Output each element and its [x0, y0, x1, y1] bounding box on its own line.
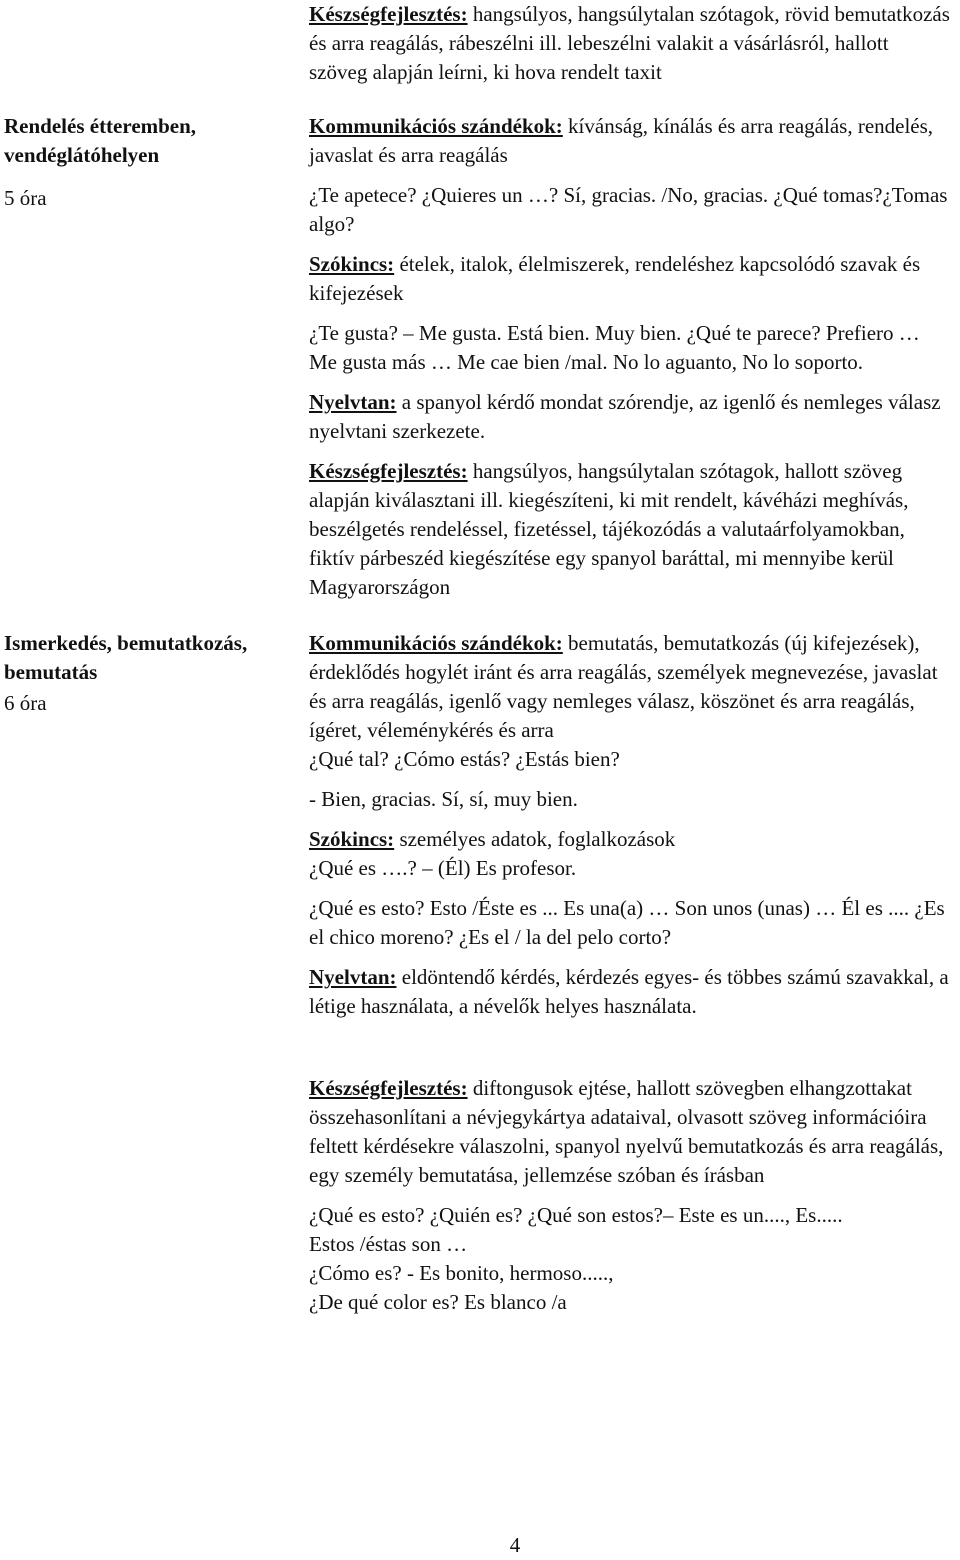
topic-cell: [0, 629, 309, 1317]
example-phrases: ¿Qué es esto? Esto /Éste es ... Es una(a) … Son unos (unas) … Él es .... ¿Es el chico moreno? ¿Es el / la del pelo corto?: [309, 896, 945, 949]
example-phrases: ¿Te gusta? – Me gusta. Está bien. Muy bien. ¿Qué te parece? Prefiero … Me gusta más … Me cae bien /mal. No lo aguanto, No lo soporto.: [309, 321, 920, 374]
content-cell: [309, 629, 960, 1317]
page-number: 4: [509, 1533, 521, 1557]
section-heading: Kommunikációs szándékok:: [309, 114, 563, 138]
skill-development-paragraph: [309, 1074, 952, 1190]
example-phrases: Estos /éstas son …: [309, 1232, 468, 1256]
section-text: személyes adatok, foglalkozások: [394, 827, 676, 851]
topic-title: Rendelés étteremben, vendéglátóhelyen: [4, 114, 197, 167]
topic-cell: [0, 0, 309, 87]
section-text: hangsúlyos, hangsúlytalan szótagok, rövid bemutatkozás és arra reagálás, rábeszélni ill. lebeszélni valakit a vásárlásról, hallott szöveg alapján leírni, ki hova rendelt taxit: [309, 2, 950, 84]
grammar-paragraph: [309, 963, 952, 1021]
table-row: [0, 0, 960, 87]
example-phrases: ¿De qué color es? Es blanco /a: [309, 1290, 567, 1314]
content-cell: [309, 112, 960, 602]
example-phrases: ¿Te apetece? ¿Quieres un …? Sí, gracias. /No, gracias. ¿Qué tomas?¿Tomas algo?: [309, 183, 948, 236]
section-text: eldöntendő kérdés, kérdezés egyes- és többes számú szavakkal, a létige használata, a névelők helyes használata.: [309, 965, 949, 1018]
section-heading: Szókincs:: [309, 252, 395, 276]
communication-paragraph: [309, 112, 952, 170]
hours-label: 6 óra: [4, 691, 47, 715]
section-text: diftongusok ejtése, hallott szövegben elhangzottakat összehasonlítani a névjegykártya adataival, olvasott szöveg információira feltett kérdésekre válaszolni, spanyol nyelvű bemutatkozás és arra reagálás, egy személy bemutatása, jellemzése szóban és írásban: [309, 1076, 944, 1187]
table-row: [0, 629, 960, 1317]
section-text: kívánság, kínálás és arra reagálás, rendelés, javaslat és arra reagálás: [309, 114, 934, 167]
section-heading: Készségfejlesztés:: [309, 1076, 468, 1100]
section-text: a spanyol kérdő mondat szórendje, az igenlő és nemleges válasz nyelvtani szerkezete.: [309, 390, 941, 443]
content-cell: [309, 0, 960, 87]
example-phrases: ¿Qué es ….? – (Él) Es profesor.: [309, 856, 577, 880]
section-heading: Készségfejlesztés:: [309, 459, 468, 483]
section-heading: Nyelvtan:: [309, 390, 397, 414]
section-heading: Szókincs:: [309, 827, 395, 851]
communication-paragraph: [309, 629, 952, 745]
section-text: bemutatás, bemutatkozás (új kifejezések), érdeklődés hogylét iránt és arra reagálás, személyek megnevezése, javaslat és arra reagálás, igenlő vagy nemleges válasz, köszönet és arra reagálás, ígéret, véleménykérés és arra: [309, 631, 938, 742]
section-heading: Nyelvtan:: [309, 965, 397, 989]
vocabulary-paragraph: [309, 250, 952, 308]
hours-label: 5 óra: [4, 186, 47, 210]
section-heading: Kommunikációs szándékok:: [309, 631, 563, 655]
section-text: ételek, italok, élelmiszerek, rendeléshez kapcsolódó szavak és kifejezések: [309, 252, 921, 305]
skill-development-paragraph: [309, 457, 952, 602]
topic-title: Ismerkedés, bemutatkozás, bemutatás: [4, 631, 248, 684]
table-row: [0, 112, 960, 602]
section-text: hangsúlyos, hangsúlytalan szótagok, hallott szöveg alapján kiválasztani ill. kiegészíteni, ki mit rendelt, kávéházi meghívás, beszélgetés rendeléssel, fizetéssel, tájékozódás a valutaárfolyamokban, fiktív párbeszéd kiegészítése egy spanyol baráttal, mi mennyibe kerül Magyarországon: [309, 459, 909, 599]
section-heading: Készségfejlesztés:: [309, 2, 468, 26]
vocabulary-paragraph: [309, 825, 952, 854]
topic-cell: [0, 112, 309, 602]
example-phrases: ¿Cómo es? - Es bonito, hermoso.....,: [309, 1261, 614, 1285]
example-phrases: - Bien, gracias. Sí, sí, muy bien.: [309, 787, 578, 811]
example-phrases: ¿Qué tal? ¿Cómo estás? ¿Estás bien?: [309, 747, 620, 771]
skill-development-paragraph: [309, 0, 952, 87]
example-phrases: ¿Qué es esto? ¿Quién es? ¿Qué son estos?– Este es un...., Es.....: [309, 1203, 843, 1227]
grammar-paragraph: [309, 388, 952, 446]
